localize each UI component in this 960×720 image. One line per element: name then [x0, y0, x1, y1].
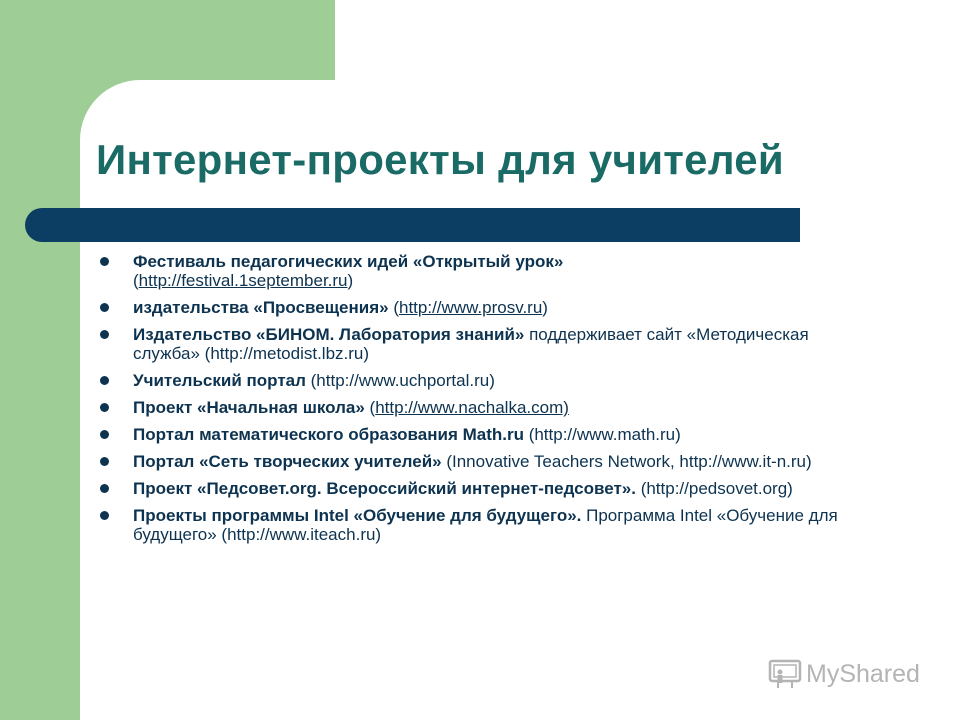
bullet-icon — [100, 484, 109, 493]
item-title: Проект «Начальная школа» — [133, 398, 365, 417]
item-title: Портал «Сеть творческих учителей» — [133, 452, 442, 471]
bullet-list — [100, 252, 860, 552]
item-title: издательства «Просвещения» — [133, 298, 389, 317]
list-item — [100, 506, 860, 544]
list-item — [100, 425, 860, 444]
list-item — [100, 325, 860, 363]
list-item: Проект «Начальная школа» (http://www.nachalka.com) — [100, 398, 860, 417]
teacher-at-board-icon — [768, 658, 802, 690]
item-description: поддерживает сайт «Методическая служба» (http://metodist.lbz.ru) — [133, 325, 809, 363]
bullet-icon — [100, 257, 109, 266]
item-title: Фестиваль педагогических идей «Открытый урок» — [133, 252, 564, 271]
item-title: Портал математического образования Math.ru — [133, 425, 524, 444]
title-underline-bar — [25, 208, 800, 242]
link-nachalka[interactable]: http://www.nachalka.com) — [375, 398, 569, 417]
list-item — [100, 452, 860, 471]
item-title: Проекты программы Intel «Обучение для будущего». — [133, 506, 582, 525]
item-description: Программа Intel «Обучение для будущего» (http://www.iteach.ru) — [133, 506, 838, 544]
bullet-icon — [100, 403, 109, 412]
item-title: Учительский портал — [133, 371, 306, 390]
item-description: (http://pedsovet.org) — [635, 479, 793, 498]
list-item: издательства «Просвещения» (http://www.prosv.ru) — [100, 298, 860, 317]
link-prosv[interactable]: http://www.prosv.ru — [399, 298, 543, 317]
slide-title: Интернет-проекты для учителей — [96, 136, 785, 183]
myshared-watermark — [768, 654, 920, 694]
item-title: Издательство «БИНОМ. Лаборатория знаний» — [133, 325, 525, 344]
list-item: Фестиваль педагогических идей «Открытый урок» (http://festival.1september.ru) — [100, 252, 860, 290]
item-description: (http://www.uchportal.ru) — [305, 371, 495, 390]
bullet-icon — [100, 457, 109, 466]
bullet-icon — [100, 376, 109, 385]
item-description: (http://www.math.ru) — [523, 425, 681, 444]
bullet-icon — [100, 330, 109, 339]
link-festival[interactable]: http://festival.1september.ru — [138, 271, 348, 290]
list-item — [100, 479, 860, 498]
list-item — [100, 371, 860, 390]
bullet-icon — [100, 303, 109, 312]
watermark-text: MyShared — [806, 659, 920, 688]
bullet-icon — [100, 511, 109, 520]
item-title: Проект «Педсовет.org. Всероссийский интернет-педсовет». — [133, 479, 636, 498]
item-description: (Innovative Teachers Network, http://www.it-n.ru) — [441, 452, 812, 471]
bullet-icon — [100, 430, 109, 439]
